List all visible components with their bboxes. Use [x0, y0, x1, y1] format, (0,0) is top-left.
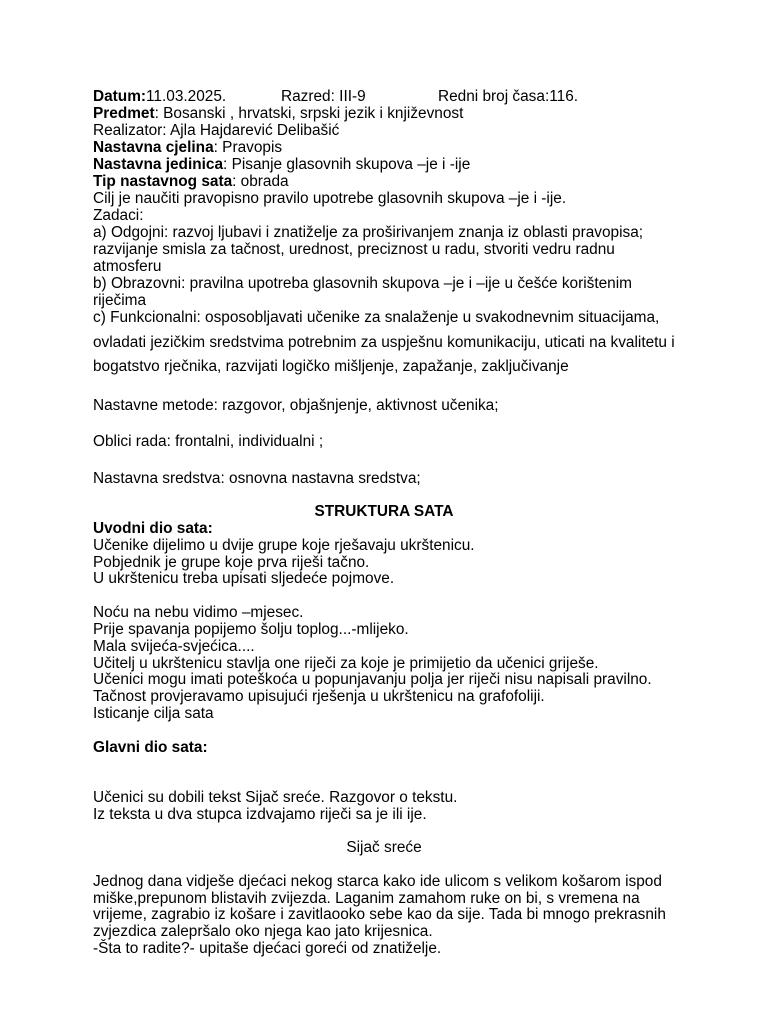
- zadatak-c-line-2: ovladati jezičkim sredstvima potrebnim za uspješnu komunikaciju, uticati na kvalitetu i: [93, 334, 675, 351]
- zadatak-a-line-3: atmosferu: [93, 258, 162, 275]
- struktura-title: STRUKTURA SATA: [314, 503, 454, 520]
- story-line-5: -Šta to radite?- upitaše djećaci goreći od znatiželje.: [93, 940, 442, 957]
- story-line-3: vrijeme, zagrabio iz košare i zavitlaooko sebe kao da sije. Tada bi mnogo prekrasnih: [93, 906, 666, 923]
- uvodni-line-9: Tačnost provjeravamo upisujući rješenja u ukrštenicu na grafofoliji.: [93, 688, 545, 705]
- predmet-label: Predmet: [93, 105, 155, 122]
- uvodni-line-6: Mala svijeća-svjećica....: [93, 638, 255, 655]
- razred: Razred: III-9: [281, 88, 366, 105]
- story-line-2: miške,prepunom blistavih zvijezda. Laganim zamahom ruke on bi, s vremena na: [93, 890, 640, 907]
- uvodni-line-5: Prije spavanja popijemo šolju toplog...-mlijeko.: [93, 621, 409, 638]
- zadatak-b-line-2: riječima: [93, 292, 147, 309]
- cjelina-line: [93, 139, 282, 156]
- jedinica-line: [93, 156, 470, 173]
- uvodni-line-8: Učenici mogu imati poteškoća u popunjavanju polja jer riječi nisu napisali pravilno.: [93, 671, 652, 688]
- glavni-line-1: Učenici su dobili tekst Sijač sreće. Razgovor o tekstu.: [93, 789, 458, 806]
- predmet-value: : Bosanski , hrvatski, srpski jezik i književnost: [154, 105, 464, 122]
- uvodni-line-4: Noću na nebu vidimo –mjesec.: [93, 604, 304, 621]
- uvodni-line-3: U ukrštenicu treba upisati sljedeće pojmove.: [93, 570, 395, 587]
- cjelina-label: Nastavna cjelina: [93, 139, 214, 156]
- cjelina-value: : Pravopis: [213, 139, 283, 156]
- jedinica-value: : Pisanje glasovnih skupova –je i -ije: [223, 156, 471, 173]
- datum-value: 11.03.2025.: [146, 88, 227, 105]
- uvodni-line-2: Pobjednik je grupe koje prva riješi tačno.: [93, 554, 370, 571]
- story-line-4: zvjezdica zalepršalo oko njega kao jato krijesnica.: [93, 923, 433, 940]
- predmet-line: [93, 105, 463, 122]
- story-title: Sijač sreće: [346, 839, 422, 856]
- zadaci-heading: Zadaci:: [93, 207, 144, 224]
- zadatak-b-line-1: b) Obrazovni: pravilna upotreba glasovnih skupova –je i –ije u češće korištenim: [93, 275, 632, 292]
- uvodni-heading: Uvodni dio sata:: [93, 520, 213, 537]
- glavni-line-2: Iz teksta u dva stupca izdvajamo riječi sa je ili ije.: [93, 806, 427, 823]
- oblici-rada: Oblici rada: frontalni, individualni ;: [93, 433, 324, 450]
- uvodni-line-10: Isticanje cilja sata: [93, 705, 214, 722]
- tip-line: [93, 173, 289, 190]
- datum-label: Datum:: [93, 88, 147, 105]
- zadatak-c-line-3: bogatstvo rječnika, razvijati logičko mišljenje, zapažanje, zaključivanje: [93, 358, 569, 375]
- glavni-heading: Glavni dio sata:: [93, 739, 208, 756]
- tip-label: Tip nastavnog sata: [93, 173, 233, 190]
- jedinica-label: Nastavna jedinica: [93, 156, 224, 173]
- header-row: [93, 88, 579, 105]
- zadatak-c-line-1: c) Funkcionalni: osposobljavati učenike za snalaženje u svakodnevnim situacijama,: [93, 309, 660, 326]
- uvodni-line-1: Učenike dijelimo u dvije grupe koje rješavaju ukrštenicu.: [93, 537, 475, 554]
- zadatak-a-line-1: a) Odgojni: razvoj ljubavi i znatiželje za proširivanjem znanja iz oblasti pravopisa;: [93, 224, 644, 241]
- realizator-line: Realizator: Ajla Hajdarević Delibašić: [93, 122, 340, 139]
- cilj-line: Cilj je naučiti pravopisno pravilo upotrebe glasovnih skupova –je i -ije.: [93, 190, 567, 207]
- tip-value: : obrada: [232, 173, 289, 190]
- story-line-1: Jednog dana vidješe djećaci nekog starca kako ide ulicom s velikom košarom ispod: [93, 873, 662, 890]
- nastavna-sredstva: Nastavna sredstva: osnovna nastavna sredstva;: [93, 470, 421, 487]
- nastavne-metode: Nastavne metode: razgovor, objašnjenje, aktivnost učenika;: [93, 397, 499, 414]
- zadatak-a-line-2: razvijanje smisla za tačnost, urednost, preciznost u radu, stvoriti vedru radnu: [93, 241, 615, 258]
- uvodni-line-7: Učitelj u ukrštenicu stavlja one riječi za koje je primijetio da učenici griješe.: [93, 655, 599, 672]
- redni-broj: Redni broj časa:116.: [438, 88, 579, 105]
